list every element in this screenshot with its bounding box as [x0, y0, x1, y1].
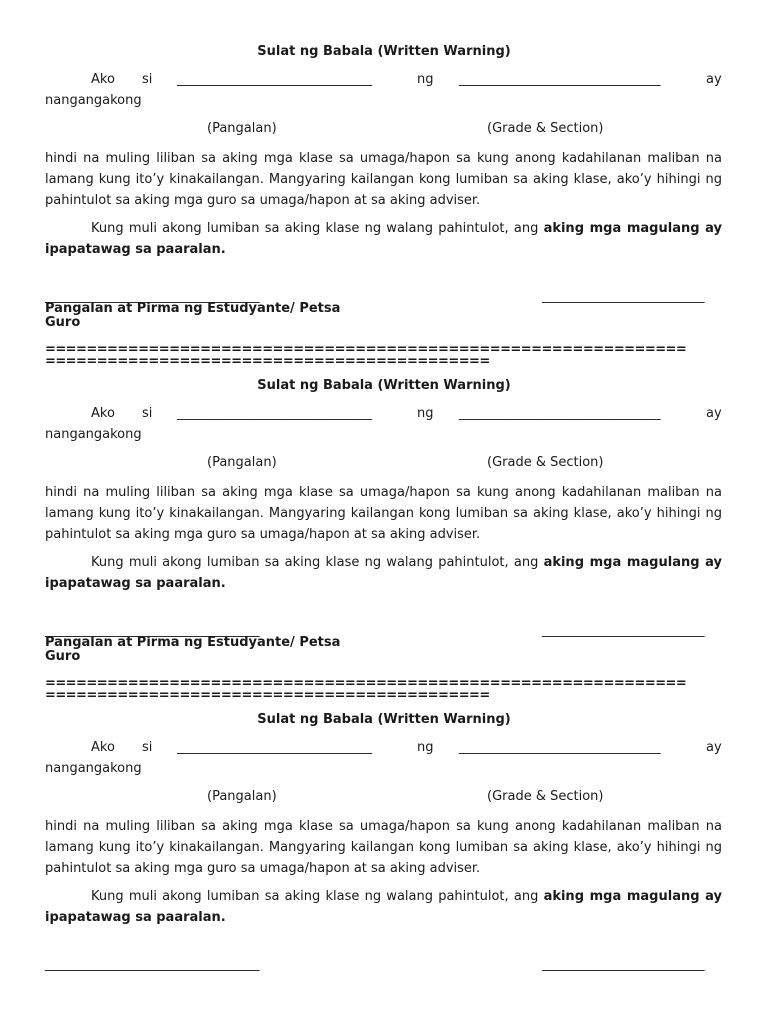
separator-line-1: ============================================================== — [45, 676, 687, 691]
name-blank[interactable]: ______________________________ — [177, 740, 372, 755]
grade-blank[interactable]: _______________________________ — [459, 740, 661, 755]
promise-paragraph: hindi na muling liliban sa aking mga klase sa umaga/hapon sa kung anong kadahilanan maliban na lamang kung ito’y kinakailangan. Mangyaring kailangan kong lumiban sa aking klase, ako’y hihingi ng pahintulot sa aking mga guro sa umaga/hapon at sa aking adviser. — [45, 151, 722, 208]
promise-paragraph: hindi na muling liliban sa aking mga klase sa umaga/hapon sa kung anong kadahilanan maliban na lamang kung ito’y kinakailangan. Mangyaring kailangan kong lumiban sa aking klase, ako’y hihingi ng pahintulot sa aking mga guro sa umaga/hapon at sa aking adviser. — [45, 819, 722, 876]
consequence-paragraph — [45, 552, 722, 594]
signature-label-line-2: Guro — [45, 649, 81, 664]
si-text: si — [142, 406, 153, 421]
si-text: si — [142, 740, 153, 755]
warning-title: Sulat ng Babala (Written Warning) — [257, 44, 511, 59]
signature-label-line-1: Pangalan at Pirma ng Estudyante/ Petsa — [45, 301, 341, 316]
consequence-text: Kung muli akong lumiban sa aking klase ng walang pahintulot, ang — [91, 555, 544, 570]
consequence-text: Kung muli akong lumiban sa aking klase ng walang pahintulot, ang — [91, 221, 544, 236]
ng-text: ng — [417, 406, 434, 421]
grade-blank[interactable]: _______________________________ — [459, 406, 661, 421]
promise-line — [45, 406, 722, 422]
promise-line — [45, 72, 722, 88]
teacher-signature-line[interactable]: _________________________ — [542, 289, 705, 304]
ako-text: Ako — [91, 72, 115, 87]
ng-text: ng — [417, 740, 434, 755]
student-signature-line[interactable]: _________________________________ — [45, 289, 260, 304]
consequence-paragraph — [45, 218, 722, 260]
ay-text: ay — [706, 406, 722, 421]
grade-blank[interactable]: _______________________________ — [459, 72, 661, 87]
grade-label: (Grade & Section) — [487, 121, 604, 136]
name-blank[interactable]: ______________________________ — [177, 72, 372, 87]
name-label: (Pangalan) — [207, 455, 277, 470]
ay-text: ay — [706, 72, 722, 87]
signature-label — [45, 302, 340, 330]
consequence-paragraph — [45, 886, 722, 928]
grade-label: (Grade & Section) — [487, 789, 604, 804]
teacher-signature-line[interactable]: _________________________ — [542, 623, 705, 638]
student-signature-line[interactable]: _________________________________ — [45, 957, 260, 972]
signature-label-line-1: Pangalan at Pirma ng Estudyante/ Petsa — [45, 635, 341, 650]
si-text: si — [142, 72, 153, 87]
consequence-text: Kung muli akong lumiban sa aking klase ng walang pahintulot, ang — [91, 889, 544, 904]
ng-text: ng — [417, 72, 434, 87]
warning-title: Sulat ng Babala (Written Warning) — [257, 378, 511, 393]
nangangakong-text: nangangakong — [45, 93, 142, 108]
teacher-signature-line[interactable]: _________________________ — [542, 957, 705, 972]
signature-label — [45, 636, 340, 664]
consequence-bold-text: aking mga magulang ay ipapatawag sa paaralan. — [45, 555, 722, 591]
grade-label: (Grade & Section) — [487, 455, 604, 470]
nangangakong-text: nangangakong — [45, 761, 142, 776]
ako-text: Ako — [91, 740, 115, 755]
promise-line — [45, 740, 722, 756]
separator-line-1: ============================================================== — [45, 342, 687, 357]
nangangakong-text: nangangakong — [45, 427, 142, 442]
name-label: (Pangalan) — [207, 121, 277, 136]
warning-section-2 — [0, 334, 768, 668]
signature-label-line-2: Guro — [45, 315, 81, 330]
consequence-bold-text: aking mga magulang ay ipapatawag sa paaralan. — [45, 889, 722, 925]
warning-title: Sulat ng Babala (Written Warning) — [257, 712, 511, 727]
warning-section-3 — [0, 668, 768, 1002]
student-signature-line[interactable]: _________________________________ — [45, 623, 260, 638]
ay-text: ay — [706, 740, 722, 755]
consequence-bold-text: aking mga magulang ay ipapatawag sa paaralan. — [45, 221, 722, 257]
warning-section-1 — [0, 0, 768, 334]
name-label: (Pangalan) — [207, 789, 277, 804]
promise-paragraph: hindi na muling liliban sa aking mga klase sa umaga/hapon sa kung anong kadahilanan maliban na lamang kung ito’y kinakailangan. Mangyaring kailangan kong lumiban sa aking klase, ako’y hihingi ng pahintulot sa aking mga guro sa umaga/hapon at sa aking adviser. — [45, 485, 722, 542]
ako-text: Ako — [91, 406, 115, 421]
separator-line-2: =========================================== — [45, 688, 490, 703]
name-blank[interactable]: ______________________________ — [177, 406, 372, 421]
separator-line-2: =========================================== — [45, 354, 490, 369]
